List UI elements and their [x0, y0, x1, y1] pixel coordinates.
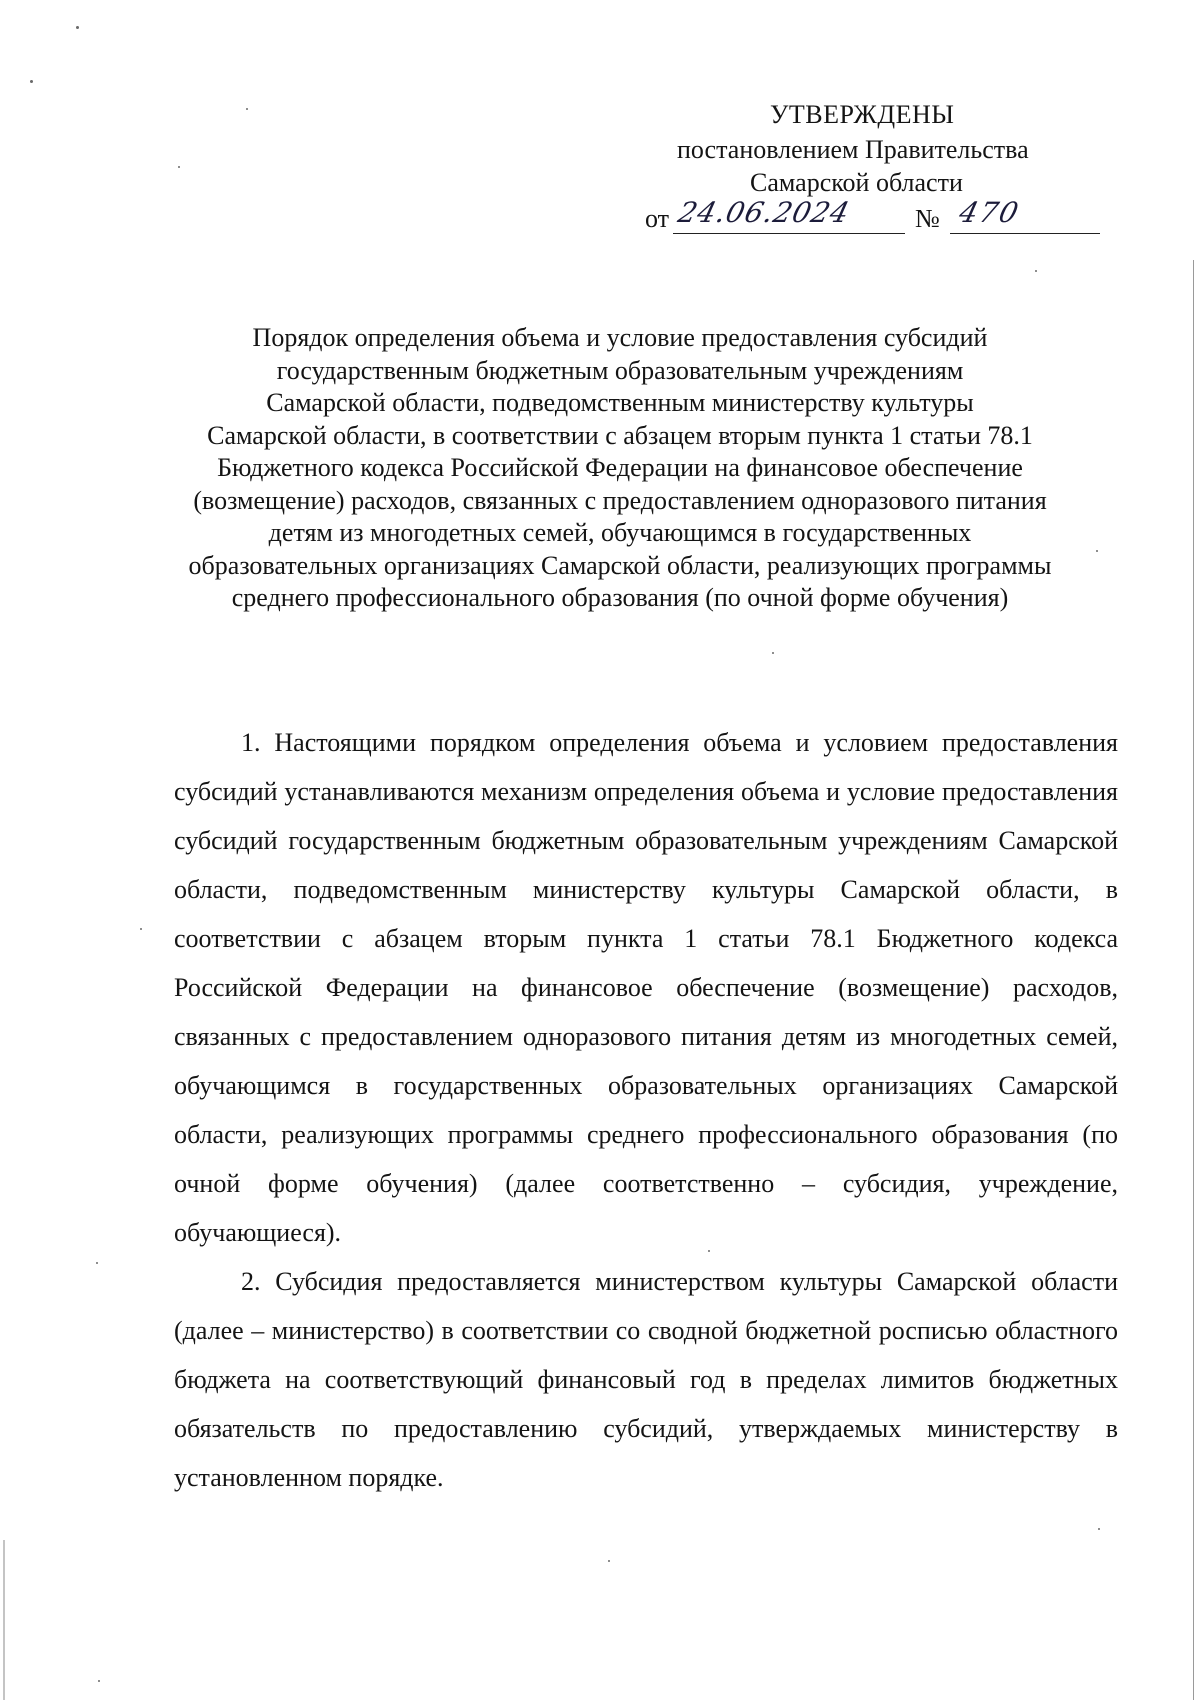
heading-line: государственным бюджетным образовательным учреждениям [276, 355, 964, 385]
heading-line: детям из многодетных семей, обучающимся в государственных [268, 518, 972, 547]
scan-speck [1098, 1528, 1100, 1530]
paragraph-2: 2. Субсидия предоставляется министерством культуры Самарской области (далее – министерство) в соответствии со сводной бюджетной росписью областного бюджета на соответствующий финансовый год в пределах лимитов бюджетных обязательств по предоставлению субсидий, утверждаемых министерству в установленном порядке. [174, 1267, 1118, 1492]
date-underline [673, 233, 905, 234]
scan-speck [178, 166, 180, 168]
scan-speck [30, 80, 33, 83]
document-heading [160, 322, 1080, 615]
heading-line: (возмещение) расходов, связанных с предоставлением одноразового питания [193, 485, 1047, 515]
scan-edge-line [1193, 260, 1194, 1700]
approval-region-line: Самарской области [750, 168, 963, 197]
heading-line: среднего профессионального образования (по очной форме обучения) [231, 583, 1009, 612]
number-underline [950, 233, 1100, 234]
heading-line: образовательных организациях Самарской области, реализующих программы [188, 550, 1052, 580]
heading-line: Порядок определения объема и условие предоставления субсидий [252, 323, 988, 352]
approval-date-row [645, 196, 1100, 242]
document-body [174, 718, 1118, 1502]
heading-line: Бюджетного кодекса Российской Федерации на финансовое обеспечение [217, 453, 1023, 482]
scan-edge-line-left [3, 1540, 5, 1700]
date-prefix: от [645, 204, 670, 233]
scan-speck [96, 1262, 98, 1264]
scan-speck [98, 1680, 100, 1682]
scan-speck [1096, 550, 1098, 552]
scan-speck [772, 652, 774, 654]
scan-speck [76, 26, 79, 29]
handwritten-number: 470 [955, 196, 1024, 229]
handwritten-date: 24.06.2024 [674, 196, 854, 229]
paragraph-1: 1. Настоящими порядком определения объема и условием предоставления субсидий устанавливаются механизм определения объема и условие предоставления субсидий государственным бюджетным образовательным учреждениям Самарской области, подведомственным министерству культуры Самарской области, в соответствии с абзацем вторым пункта 1 статьи 78.1 Бюджетного кодекса Российской Федерации на финансовое обеспечение (возмещение) расходов, связанных с предоставлением одноразового питания детям из многодетных семей, обучающимся в государственных образовательных организациях Самарской области, реализующих программы среднего профессионального образования (по очной форме обучения) (далее соответственно – субсидия, учреждение, обучающиеся). [174, 728, 1118, 1247]
scan-speck [140, 928, 142, 930]
approval-issuer-line: постановлением Правительства [677, 135, 1029, 164]
approval-title: УТВЕРЖДЕНЫ [770, 100, 955, 129]
number-label: № [915, 204, 940, 233]
scan-speck [1035, 270, 1037, 272]
heading-line: Самарской области, подведомственным министерству культуры [266, 388, 974, 417]
heading-line: Самарской области, в соответствии с абзацем вторым пункта 1 статьи 78.1 [207, 420, 1033, 450]
scan-speck [608, 1560, 610, 1562]
scan-speck [246, 108, 248, 110]
